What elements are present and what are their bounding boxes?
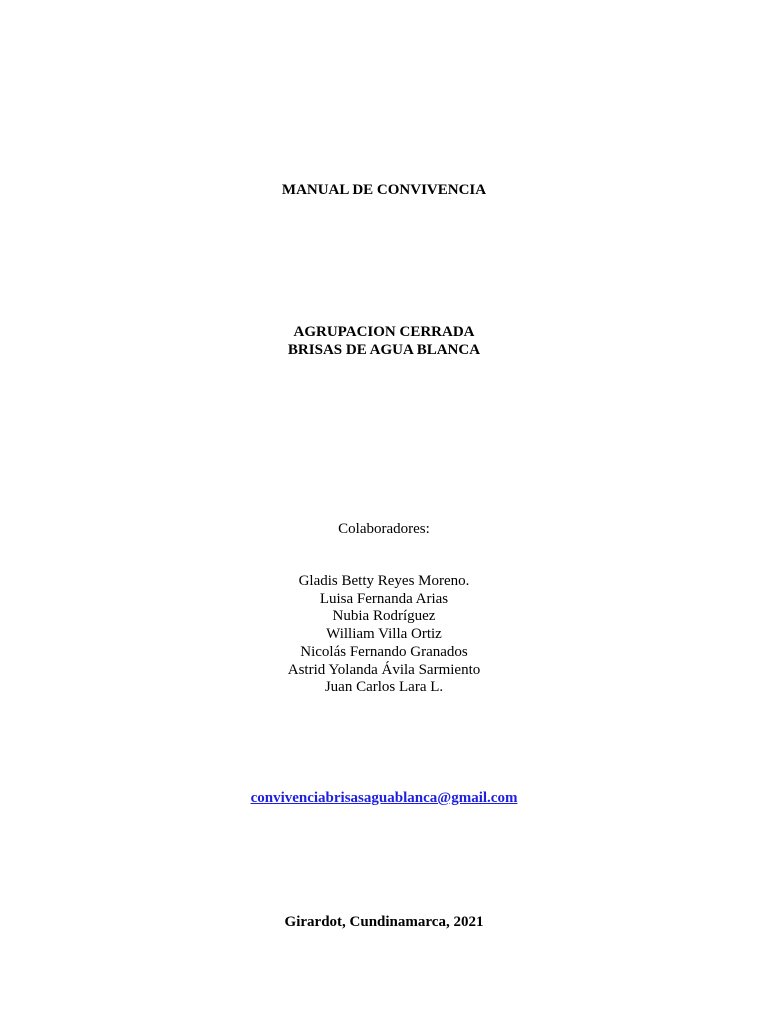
collaborators-list xyxy=(0,573,768,697)
collaborator-name: Nicolás Fernando Granados xyxy=(300,643,468,660)
collaborator-name: William Villa Ortiz xyxy=(326,626,442,643)
collaborator-name: Juan Carlos Lara L. xyxy=(324,679,444,696)
collaborator-name: Luisa Fernanda Arias xyxy=(319,590,449,607)
collaborator-name: Nubia Rodríguez xyxy=(332,608,436,625)
collaborators-label: Colaboradores: xyxy=(338,521,430,537)
email-row xyxy=(0,789,768,807)
place-date: Girardot, Cundinamarca, 2021 xyxy=(284,914,484,930)
organization-name-line-2: BRISAS DE AGUA BLANCA xyxy=(287,342,481,358)
collaborator-name: Astrid Yolanda Ávila Sarmiento xyxy=(287,661,481,678)
collaborator-name: Gladis Betty Reyes Moreno. xyxy=(298,573,470,589)
document-title: MANUAL DE CONVIVENCIA xyxy=(281,182,487,198)
email-link[interactable]: convivenciabrisasaguablanca@gmail.com xyxy=(250,790,518,806)
organization-name-line-1: AGRUPACION CERRADA xyxy=(293,324,475,340)
